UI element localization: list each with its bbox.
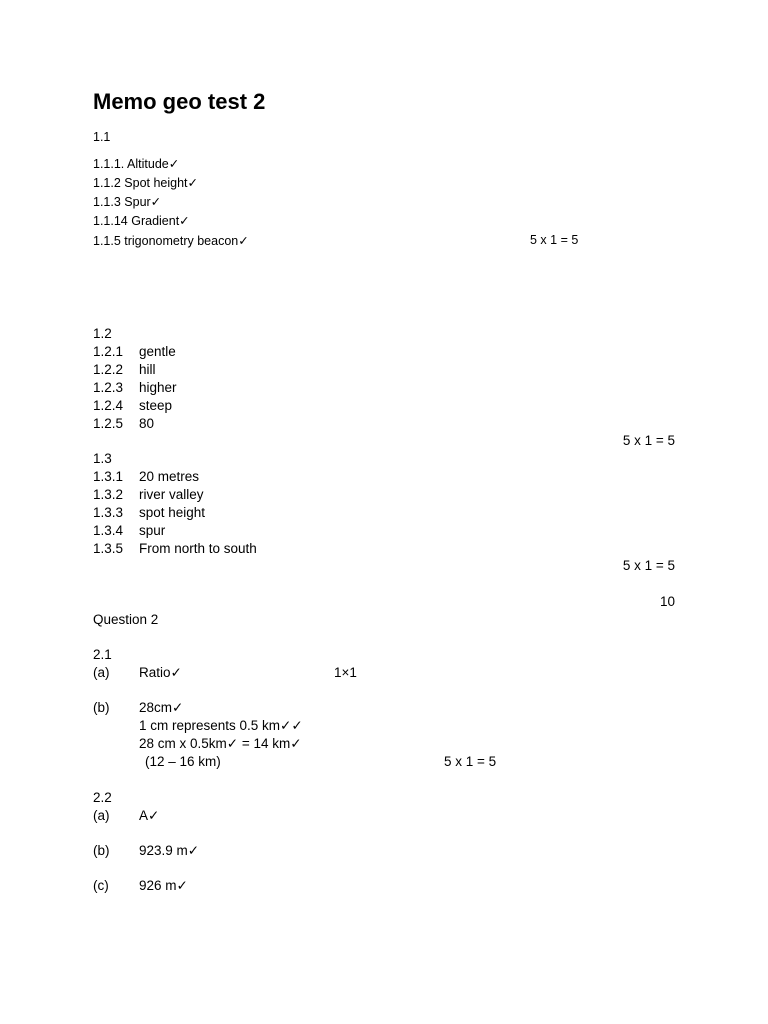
answer-mark: 5 x 1 = 5 xyxy=(444,754,497,769)
question-2-heading: Question 2 xyxy=(93,612,159,627)
list-item-text: hill xyxy=(139,362,156,377)
item-label: (a) xyxy=(93,808,110,823)
list-item-number: 1.2.4 xyxy=(93,398,124,413)
list-item-number: 1.3.1 xyxy=(93,469,124,484)
answer-text: 923.9 m✓ xyxy=(139,843,200,858)
list-item-text: 20 metres xyxy=(139,469,200,484)
list-item-number: 1.2.3 xyxy=(93,380,124,395)
section-1-3-mark: 5 x 1 = 5 xyxy=(622,558,675,573)
answer-text: A✓ xyxy=(139,808,160,823)
list-item: 1.1.1. Altitude✓ xyxy=(93,157,180,171)
list-item: 1.1.5 trigonometry beacon✓ xyxy=(93,234,249,248)
list-item: 1.1.3 Spur✓ xyxy=(93,195,162,209)
list-item-number: 1.2.2 xyxy=(93,362,124,377)
list-item-text: steep xyxy=(139,398,173,413)
list-item-text: river valley xyxy=(139,487,204,502)
list-item-number: 1.3.2 xyxy=(93,487,124,502)
list-item-text: gentle xyxy=(139,344,176,359)
list-item-text: spur xyxy=(139,523,166,538)
list-item-text: From north to south xyxy=(139,541,257,556)
answer-mark: 1×1 xyxy=(334,665,357,680)
list-item: 1.1.2 Spot height✓ xyxy=(93,176,198,190)
section-1-2-heading: 1.2 xyxy=(93,326,112,341)
section-2-2-heading: 2.2 xyxy=(93,790,112,805)
section-2-1-heading: 2.1 xyxy=(93,647,112,662)
answer-text: Ratio✓ xyxy=(139,665,182,680)
answer-line: 28cm✓ xyxy=(139,700,184,715)
list-item: 1.1.14 Gradient✓ xyxy=(93,214,190,228)
item-label: (c) xyxy=(93,878,109,893)
answer-line: 28 cm x 0.5km✓ = 14 km✓ xyxy=(139,736,302,751)
list-item-number: 1.3.3 xyxy=(93,505,124,520)
item-label: (a) xyxy=(93,665,110,680)
item-label: (b) xyxy=(93,843,110,858)
question-1-total: 10 xyxy=(659,594,675,609)
section-1-2-mark: 5 x 1 = 5 xyxy=(622,433,675,448)
page-title: Memo geo test 2 xyxy=(93,89,266,114)
list-item-number: 1.3.5 xyxy=(93,541,124,556)
answer-line: 1 cm represents 0.5 km✓✓ xyxy=(139,718,303,733)
list-item-number: 1.3.4 xyxy=(93,523,124,538)
list-item-number: 1.2.5 xyxy=(93,416,124,431)
list-item-text: spot height xyxy=(139,505,206,520)
list-item-text: 80 xyxy=(139,416,155,431)
list-item-number: 1.2.1 xyxy=(93,344,124,359)
list-item-text: higher xyxy=(139,380,177,395)
section-1-3-heading: 1.3 xyxy=(93,451,112,466)
answer-text: 926 m✓ xyxy=(139,878,188,893)
item-label: (b) xyxy=(93,700,110,715)
section-1-1-heading: 1.1 xyxy=(93,130,111,144)
section-1-1-mark: 5 x 1 = 5 xyxy=(530,233,579,247)
answer-line: (12 – 16 km) xyxy=(145,754,221,769)
